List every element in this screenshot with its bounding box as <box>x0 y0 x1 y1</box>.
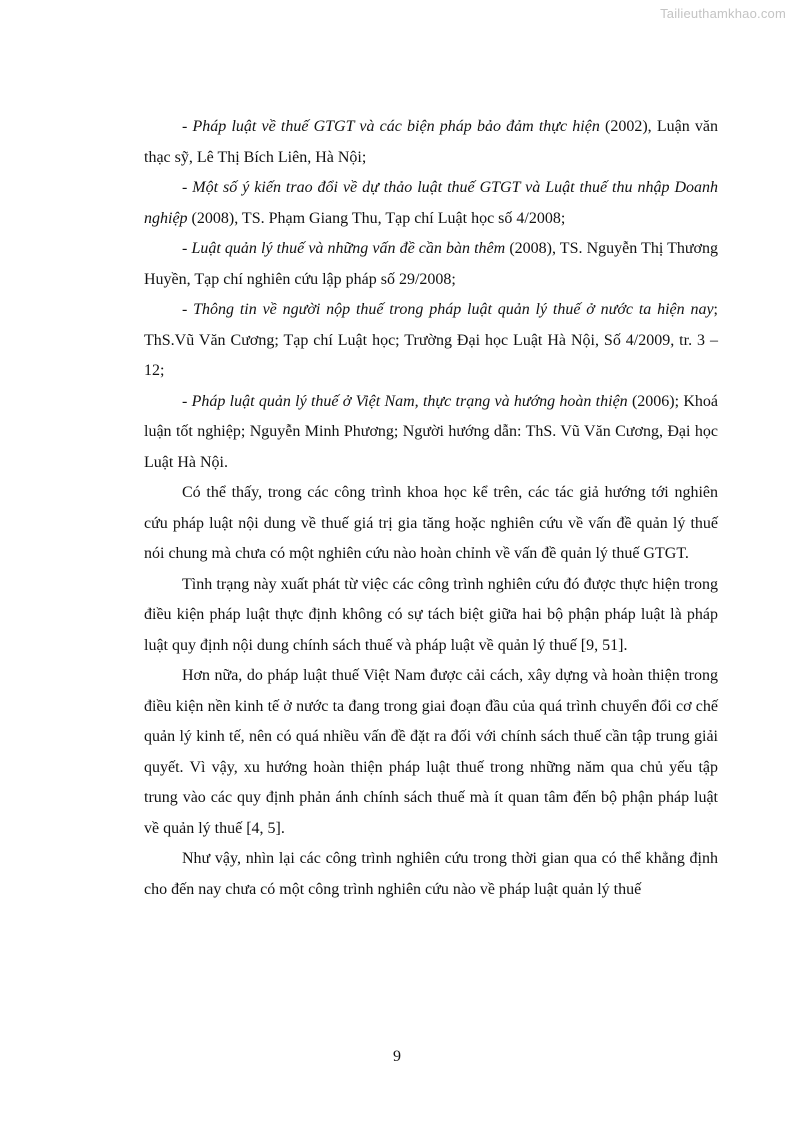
reference-item <box>144 295 718 387</box>
reference-details: ; ThS.Vũ Văn Cương; Tạp chí Luật học; Trường Đại học Luật Hà Nội, Số 4/2009, tr. 3 – 12; <box>144 301 718 379</box>
reference-details: (2008), TS. Phạm Giang Thu, Tạp chí Luật học số 4/2008; <box>187 209 566 227</box>
body-paragraph: Như vậy, nhìn lại các công trình nghiên cứu trong thời gian qua có thể khẳng định cho đến nay chưa có một công trình nghiên cứu nào về pháp luật quản lý thuế <box>144 850 718 898</box>
reference-title: - Thông tin về người nộp thuế trong pháp luật quản lý thuế ở nước ta hiện nay <box>182 301 714 318</box>
body-paragraph: Hơn nữa, do pháp luật thuế Việt Nam được cải cách, xây dựng và hoàn thiện trong điều kiện nền kinh tế ở nước ta đang trong giai đoạn đầu của quá trình chuyển đổi cơ chế quản lý kinh tế, nên có quá nhiều vấn đề đặt ra đối với chính sách thuế cần tập trung giải quyết. Vì vậy, xu hướng hoàn thiện pháp luật thuế trong những năm qua chủ yếu tập trung vào các quy định phản ánh chính sách thuế mà ít quan tâm đến bộ phận pháp luật về quản lý thuế [4, 5]. <box>144 667 718 837</box>
reference-title: - Luật quản lý thuế và những vấn đề cần bàn thêm <box>182 240 506 257</box>
reference-details: (2006); Khoá luận tốt nghiệp; Nguyễn Minh Phương; Người hướng dẫn: ThS. Vũ Văn Cương, Đại học Luật Hà Nội. <box>144 392 718 471</box>
reference-title: - Pháp luật về thuế GTGT và các biện pháp bảo đảm thực hiện <box>182 118 600 135</box>
reference-item <box>144 173 718 234</box>
reference-details: (2008), TS. Nguyễn Thị Thương Huyền, Tạp chí nghiên cứu lập pháp số 29/2008; <box>144 240 718 288</box>
reference-title: - Pháp luật quản lý thuế ở Việt Nam, thực trạng và hướng hoàn thiện <box>182 392 628 410</box>
reference-item <box>144 234 718 295</box>
reference-details: (2002), Luận văn thạc sỹ, Lê Thị Bích Liên, Hà Nội; <box>144 118 718 166</box>
body-paragraph: Có thể thấy, trong các công trình khoa học kể trên, các tác giả hướng tới nghiên cứu pháp luật nội dung về thuế giá trị gia tăng hoặc nghiên cứu về vấn đề quản lý thuế nói chung mà chưa có một nghiên cứu nào hoàn chỉnh về vấn đề quản lý thuế GTGT. <box>144 484 718 562</box>
reference-title: - Một số ý kiến trao đổi về dự thảo luật thuế GTGT và Luật thuế thu nhập Doanh nghiệp <box>144 179 718 227</box>
page-number: 9 <box>393 1048 401 1065</box>
reference-item <box>144 387 718 479</box>
body-paragraph: Tình trạng này xuất phát từ việc các công trình nghiên cứu đó được thực hiện trong điều kiện pháp luật thực định không có sự tách biệt giữa hai bộ phận pháp luật là pháp luật quy định nội dung chính sách thuế và pháp luật về quản lý thuế [9, 51]. <box>144 575 718 654</box>
reference-item <box>144 112 718 173</box>
page-body <box>144 112 718 905</box>
watermark: Tailieuthamkhao.com <box>660 6 786 21</box>
